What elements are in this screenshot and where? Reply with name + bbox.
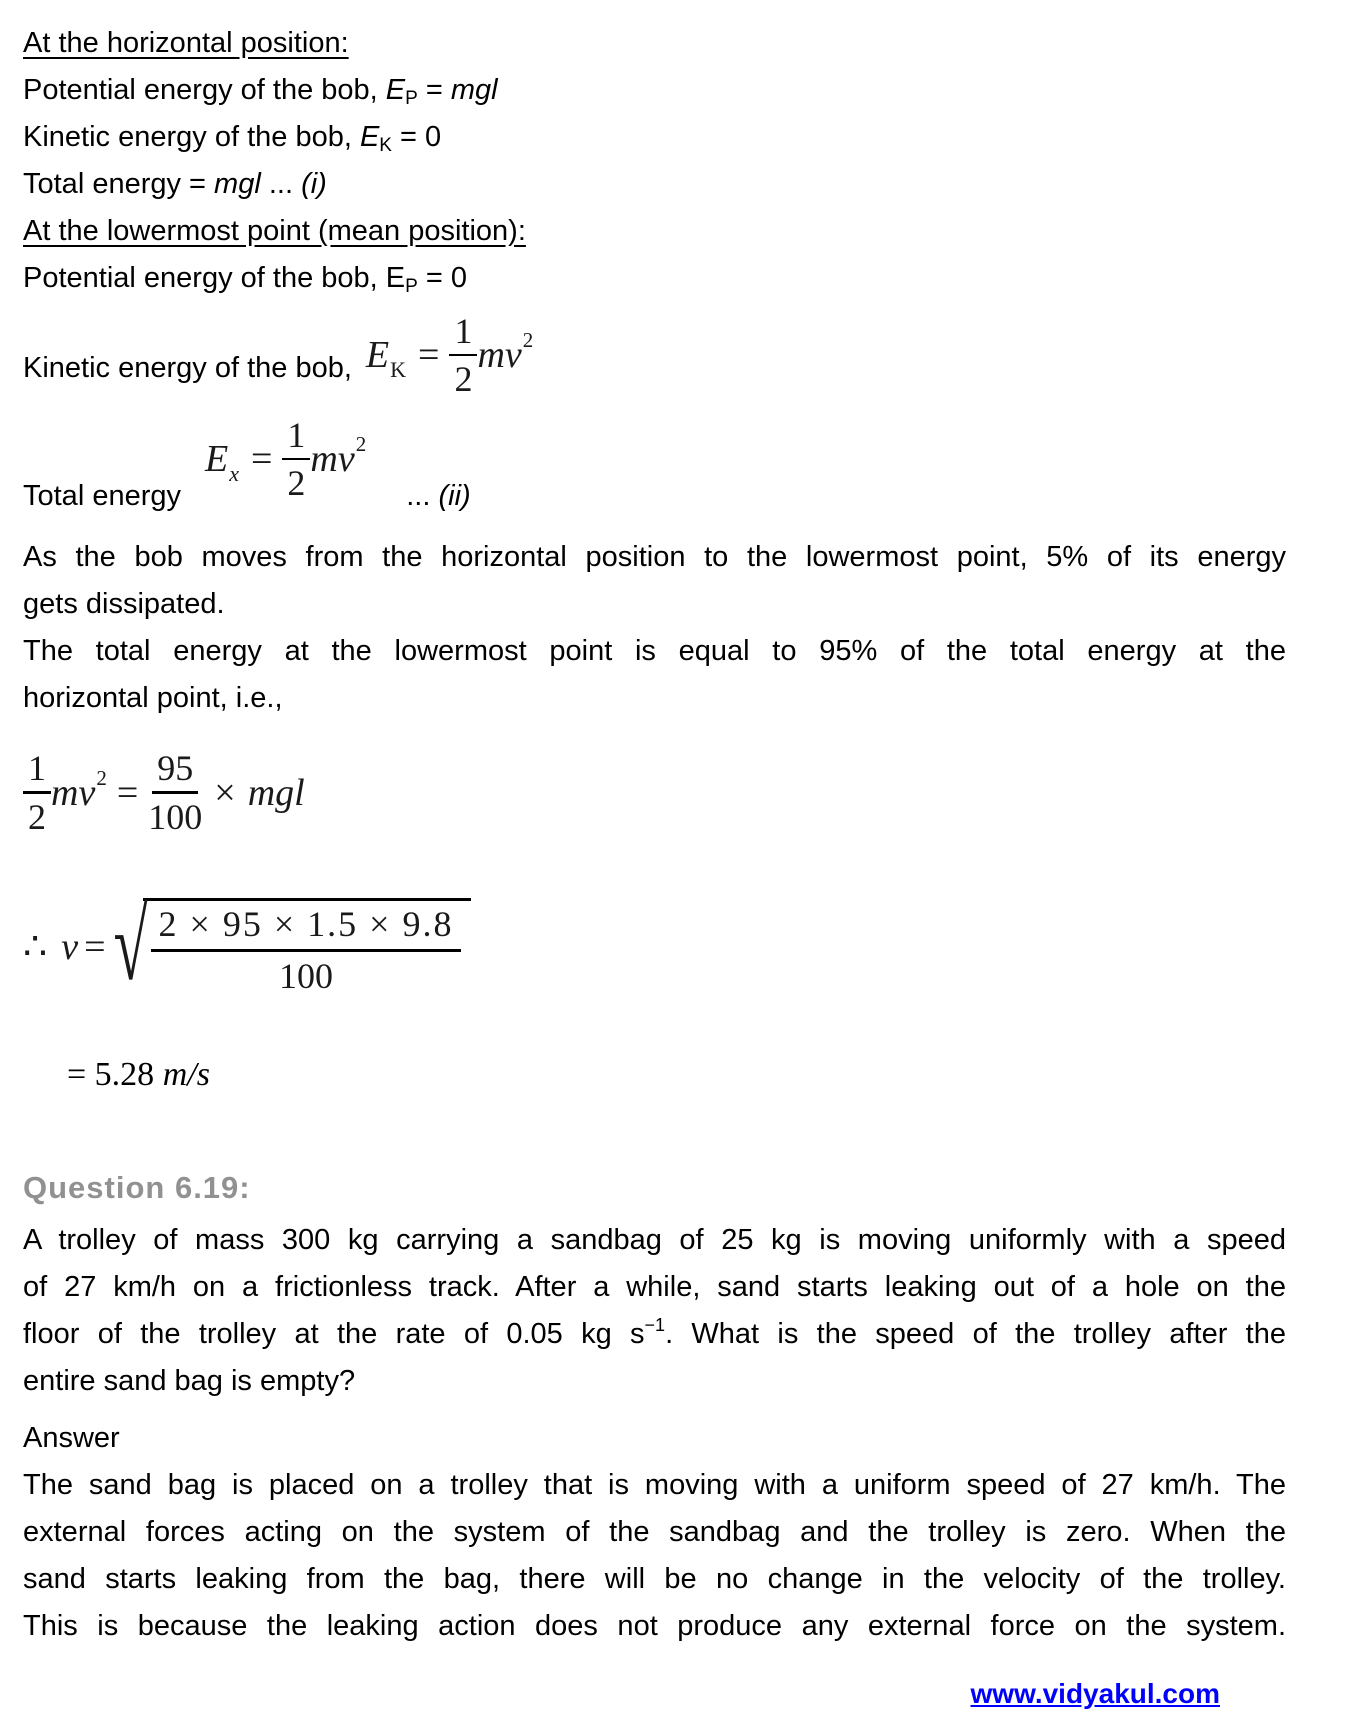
- subscript-P: P: [405, 276, 418, 297]
- line-text: . What is the speed of the trolley after the: [665, 1318, 1286, 1350]
- paragraph-line: of 27 km/h on a frictionless track. After a while, sand starts leaking out of a hole on the: [23, 1271, 1286, 1303]
- fraction-denominator: 100: [278, 956, 333, 996]
- heading-horizontal-position: At the horizontal position:: [23, 27, 349, 59]
- symbol-E: E: [365, 334, 390, 376]
- answer-label: Answer: [23, 1422, 120, 1454]
- variable-mv: mv: [51, 771, 96, 814]
- line-text: floor of the trolley at the rate of 0.05 kg s: [23, 1318, 645, 1350]
- kinetic-prefix: Kinetic energy of the bob,: [23, 121, 360, 153]
- potential-energy-line: [23, 67, 1286, 114]
- value-zero: 0: [450, 262, 467, 294]
- paragraph-line: horizontal point, i.e.,: [23, 682, 283, 714]
- ref-ii-label: (ii): [438, 480, 471, 512]
- total-energy-line: [23, 161, 1286, 208]
- multiplication-sign: ×: [214, 771, 236, 814]
- paragraph-line: sand starts leaking from the bag, there will be no change in the velocity of the trolley.: [23, 1563, 1286, 1595]
- paragraph-line: As the bob moves from the horizontal position to the lowermost point, 5% of its energy: [23, 541, 1286, 573]
- equation-ref-i: (i): [301, 168, 327, 200]
- paragraph-line: The sand bag is placed on a trolley that is moving with a uniform speed of 27 km/h. The: [23, 1469, 1286, 1501]
- total-prefix: Total energy =: [23, 168, 215, 200]
- value-zero: 0: [425, 121, 442, 153]
- ellipsis: ...: [406, 480, 439, 512]
- paragraph-total-energy-95: [23, 628, 1286, 722]
- result-line: [23, 1057, 1286, 1093]
- formula-95-percent: [23, 748, 1286, 836]
- total-energy-formula-row: [23, 416, 1286, 520]
- formula-velocity-sqrt: [23, 891, 1286, 1002]
- equals-sign: =: [418, 334, 440, 376]
- formula-ek-half-mv2: E $_K$ = $\frac{1}{2}$ mv $^2$: [365, 311, 534, 399]
- formula-v-equals-sqrt: [23, 891, 471, 1002]
- fraction-numerator: 1: [449, 312, 477, 356]
- potential-prefix: Potential energy of the bob,: [23, 74, 386, 106]
- potential-energy-zero-line: [23, 255, 1286, 302]
- fraction-denominator: 2: [454, 359, 473, 399]
- subscript-P: P: [405, 88, 418, 109]
- equals-sign: =: [417, 262, 451, 294]
- symbol-E: E: [385, 262, 406, 294]
- equals-sign: =: [391, 121, 426, 153]
- formula-half-mv2-equals-95-100-mgl: $\frac{1}{2}$ mv $^2$ = $\frac{95}{100}$ × mgl: [23, 749, 305, 836]
- equals-sign: =: [417, 74, 451, 106]
- formula-ex-half-mv2: E $_x$ = $\frac{1}{2}$ mv $^2$: [205, 415, 367, 503]
- paragraph-line: This is because the leaking action does not produce any external force on the system.: [23, 1610, 1286, 1642]
- ellipsis: ...: [260, 168, 302, 200]
- paragraph-line: entire sand bag is empty?: [23, 1365, 356, 1397]
- footer-link[interactable]: www.vidyakul.com: [970, 1678, 1220, 1709]
- fraction-numerator: 1: [282, 416, 310, 460]
- potential-prefix: Potential energy of the bob,: [23, 262, 386, 294]
- radical-sign: √: [113, 891, 148, 1002]
- fraction-denominator: 2: [287, 463, 306, 503]
- value-mgl: mgl: [214, 168, 261, 200]
- kinetic-energy-formula-row: [23, 311, 1286, 399]
- variable-v: v: [61, 925, 79, 968]
- equals-sign: =: [116, 771, 139, 814]
- result-value: = 5.28: [67, 1056, 163, 1093]
- question-paragraph: [23, 1217, 1286, 1405]
- fraction-denominator: 100: [148, 797, 203, 837]
- symbol-E: E: [359, 121, 380, 153]
- kinetic-formula-label: Kinetic energy of the bob,: [23, 352, 352, 384]
- value-mgl: mgl: [450, 74, 498, 106]
- result-unit: m/s: [162, 1056, 210, 1093]
- symbol-E: E: [385, 74, 406, 106]
- fraction-numerator: 95: [152, 749, 198, 794]
- paragraph-line: The total energy at the lowermost point is equal to 95% of the total energy at the: [23, 635, 1286, 667]
- paragraph-line: [23, 1311, 1286, 1358]
- square-root-expression: [113, 891, 472, 1002]
- fraction-numerator: 1: [23, 749, 51, 794]
- paragraph-line: external forces acting on the system of the sandbag and the trolley is zero. When the: [23, 1516, 1286, 1548]
- paragraph-energy-dissipated: [23, 534, 1286, 628]
- fraction-numerator: 2 × 95 × 1.5 × 9.8: [151, 905, 462, 952]
- radicand: [143, 898, 472, 995]
- variable-mv: mv: [477, 334, 522, 376]
- subscript-K: K: [379, 135, 392, 156]
- equals-sign: =: [250, 438, 273, 480]
- fraction-one-half: [23, 749, 51, 836]
- footer: [23, 1674, 1286, 1714]
- fraction-95-100: [148, 749, 202, 836]
- superscript-minus-1: −1: [644, 1315, 666, 1335]
- fraction-one-half: [449, 312, 477, 398]
- variable-mv: mv: [310, 438, 355, 480]
- fraction-under-root: [151, 905, 462, 995]
- therefore-sign: ∴: [23, 925, 48, 968]
- question-heading: Question 6.19:: [23, 1170, 251, 1205]
- paragraph-line: gets dissipated.: [23, 588, 225, 620]
- answer-paragraph: [23, 1462, 1286, 1650]
- total-formula-label: Total energy: [23, 480, 181, 512]
- variable-mgl: mgl: [247, 771, 305, 814]
- paragraph-line: A trolley of mass 300 kg carrying a sandbag of 25 kg is moving uniformly with a speed: [23, 1224, 1286, 1256]
- equation-ref-ii: [406, 473, 470, 520]
- fraction-denominator: 2: [28, 797, 46, 837]
- fraction-one-half: [282, 416, 310, 502]
- heading-lowermost-point: At the lowermost point (mean position):: [23, 215, 526, 247]
- kinetic-energy-line: [23, 114, 1286, 161]
- equals-sign: =: [84, 925, 106, 968]
- symbol-E: E: [205, 438, 229, 480]
